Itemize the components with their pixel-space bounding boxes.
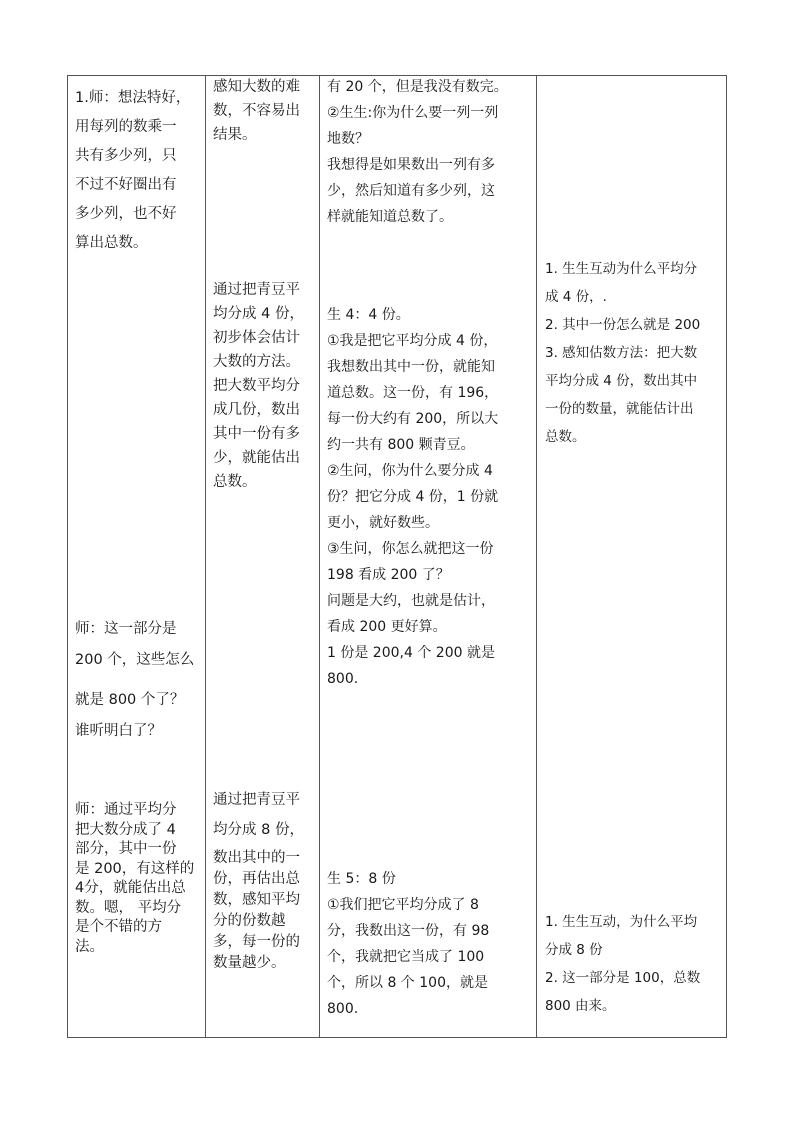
student-response-3 <box>327 866 489 1022</box>
text-line: 均分成 8 份， <box>213 822 304 838</box>
text-line: 个，我就把它当成了 100 <box>327 949 485 965</box>
text-line: 法。 <box>75 938 104 955</box>
text-line: 1. 生生互动，为什么平均 <box>545 914 698 930</box>
text-line: 1 份是 200,4 个 200 就是 <box>327 645 495 661</box>
text-line: 有 20 个，但是我没有数完。 <box>327 79 508 95</box>
text-line: 用每列的数乘一 <box>75 119 177 135</box>
text-line: 部分，其中一份 <box>75 841 177 857</box>
text-line: 1.师：想法特好， <box>75 90 191 106</box>
design-intent-3 <box>213 785 304 845</box>
text-line: 分，我数出这一份，有 98 <box>327 923 490 939</box>
text-line: 少，就能估出 <box>213 450 300 466</box>
text-line: 3. 感知估数方法：把大数 <box>545 345 698 361</box>
text-line: 800. <box>327 1001 359 1017</box>
text-line: 把大数平均分 <box>213 378 300 394</box>
text-line: 800 由来。 <box>545 998 616 1014</box>
text-line: 总数。 <box>213 474 257 490</box>
text-line: 其中一份有多 <box>213 426 300 442</box>
text-line: 一份的数量，就能估计出 <box>545 401 694 417</box>
text-line: 成 4 份，. <box>545 289 607 305</box>
student-response-1 <box>327 74 508 230</box>
text-line: 每一份大约有 200，所以大 <box>327 411 499 427</box>
text-line: 均分成 4 份， <box>213 306 304 322</box>
text-line: 成几份，数出 <box>213 402 300 418</box>
text-line: 200 个，这些怎么 <box>75 652 195 668</box>
text-line: 多，每一份的 <box>213 934 300 950</box>
text-line: 师：这一部分是 <box>75 621 177 637</box>
text-line: ①我是把它平均分成 4 份， <box>327 333 498 349</box>
text-line: 看成 200 更好算。 <box>327 619 447 635</box>
text-line: 感知大数的难 <box>213 79 300 95</box>
text-line: 800. <box>327 671 359 687</box>
text-line: 198 看成 200 了？ <box>327 567 450 583</box>
text-line: 共有多少列，只 <box>75 148 177 164</box>
text-line: 数，感知平均 <box>213 892 300 908</box>
text-line: 更小，就好数些。 <box>327 515 439 531</box>
text-line: 是 200，有这样的 <box>75 860 195 877</box>
text-line: 大数的方法。 <box>213 354 300 370</box>
text-line: 地数？ <box>327 131 369 147</box>
text-line: ②生生:你为什么要一列一列 <box>327 105 499 121</box>
text-line: 少，然后知道有多少列，这 <box>327 183 495 199</box>
teacher-remark-3 <box>75 801 194 957</box>
text-line: 结果。 <box>213 127 257 143</box>
text-line: 1. 生生互动为什么平均分 <box>545 261 698 277</box>
column-divider-3 <box>536 75 537 1038</box>
text-line: 谁听明白了？ <box>75 723 162 739</box>
text-line: 算出总数。 <box>75 235 148 251</box>
text-line: 份？把它分成 4 份，1 份就 <box>327 489 499 505</box>
text-line: 我想数出其中一份，就能知 <box>327 359 495 375</box>
text-line: 道总数。这一份，有 196， <box>327 385 499 401</box>
text-line: 份，再估出总 <box>213 871 300 887</box>
text-line: 多少列，也不好 <box>75 206 177 222</box>
design-intent-4 <box>213 848 300 974</box>
text-line: 数，不容易出 <box>213 103 300 119</box>
text-line: 平均分成 4 份，数出其中 <box>545 373 698 389</box>
text-line: 生 4：4 份。 <box>327 307 410 323</box>
text-line: 通过把青豆平 <box>213 282 300 298</box>
teacher-remark-1 <box>75 84 190 258</box>
text-line: 4分，就能估出总 <box>75 880 186 896</box>
text-line: 我想得是如果数出一列有多 <box>327 157 495 173</box>
text-line: ①我们把它平均分成了 8 <box>327 897 479 913</box>
student-response-2 <box>327 302 498 692</box>
text-line: 数量越少。 <box>213 955 286 971</box>
text-line: 问题是大约，也就是估计， <box>327 593 495 609</box>
text-line: 2. 其中一份怎么就是 200 <box>545 317 701 333</box>
column-divider-2 <box>319 75 320 1038</box>
text-line: 分成 8 份 <box>545 942 603 958</box>
text-line: 通过把青豆平 <box>213 792 300 808</box>
design-intent-2 <box>213 278 304 494</box>
text-line: 不过不好圈出有 <box>75 177 177 193</box>
text-line: 总数。 <box>545 429 586 445</box>
activity-note-1 <box>545 255 700 451</box>
text-line: ②生问，你为什么要分成 4 <box>327 463 493 479</box>
text-line: 2. 这一部分是 100，总数 <box>545 970 701 986</box>
design-intent-1 <box>213 75 300 147</box>
text-line: 生 5：8 份 <box>327 871 396 887</box>
text-line: 是个不错的方 <box>75 919 162 935</box>
text-line: 数。嗯， 平均分 <box>75 899 182 916</box>
teacher-remark-2 <box>75 614 194 747</box>
column-divider-1 <box>205 75 206 1038</box>
text-line: ③生问，你怎么就把这一份 <box>327 541 494 557</box>
text-line: 就是 800 个了？ <box>75 692 185 708</box>
text-line: 样就能知道总数了。 <box>327 209 453 225</box>
text-line: 分的份数越 <box>213 913 286 929</box>
text-line: 师：通过平均分 <box>75 802 177 818</box>
activity-note-2 <box>545 908 700 1020</box>
text-line: 把大数分成了 4 <box>75 821 176 838</box>
text-line: 数出其中的一 <box>213 850 300 866</box>
text-line: 个，所以 8 个 100，就是 <box>327 975 488 991</box>
text-line: 约一共有 800 颗青豆。 <box>327 437 475 453</box>
text-line: 初步体会估计 <box>213 330 300 346</box>
